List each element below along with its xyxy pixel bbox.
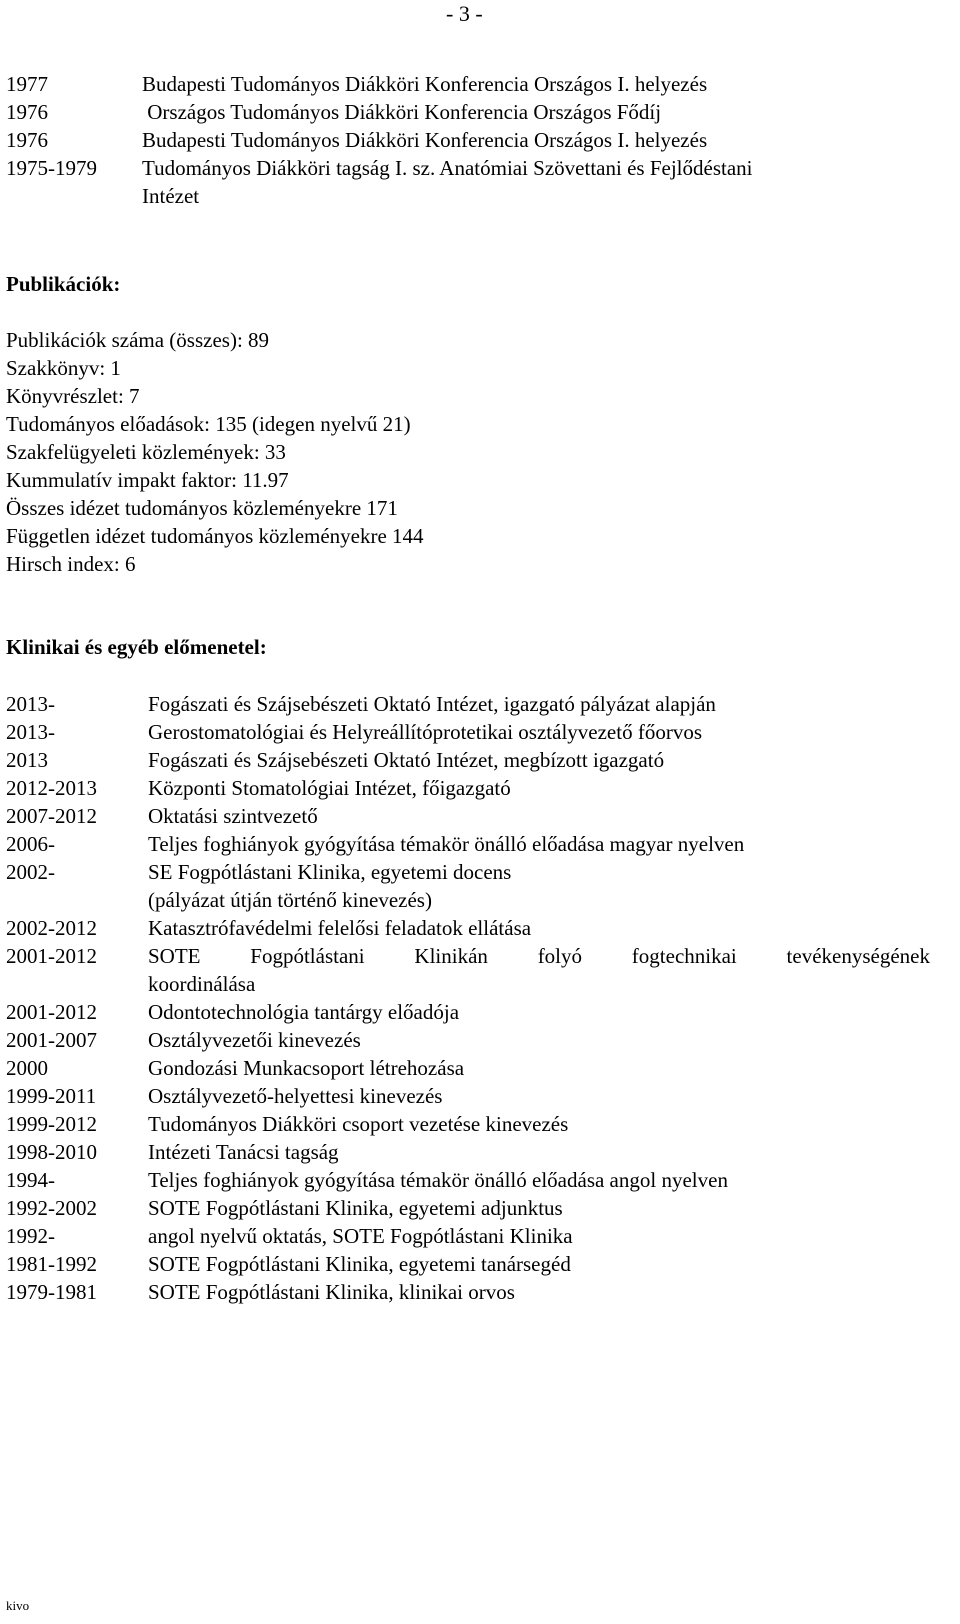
career-row	[6, 690, 930, 718]
career-text: Teljes foghiányok gyógyítása témakör önálló előadása magyar nyelven	[148, 832, 745, 856]
footer-note: kivo	[6, 1598, 30, 1613]
career-row	[6, 718, 930, 746]
career-continuation-row	[6, 886, 930, 914]
career-text: koordinálása	[148, 972, 256, 996]
career-row	[6, 1194, 930, 1222]
career-year: 1998-2010	[6, 1140, 97, 1164]
career-text: SOTE Fogpótlástani Klinika, egyetemi tanársegéd	[148, 1252, 571, 1276]
career-text: Központi Stomatológiai Intézet, főigazgató	[148, 776, 511, 800]
career-row	[6, 1166, 930, 1194]
publication-stat: Hirsch index: 6	[6, 552, 136, 576]
career-text: Osztályvezetői kinevezés	[148, 1028, 361, 1052]
award-row	[6, 154, 930, 182]
career-year: 2001-2012	[6, 944, 97, 968]
career-year: 2007-2012	[6, 804, 97, 828]
page-number: - 3 -	[446, 1, 483, 26]
career-text: angol nyelvű oktatás, SOTE Fogpótlástani Klinika	[148, 1224, 573, 1248]
career-row	[6, 830, 930, 858]
career-text: SOTE Fogpótlástani Klinikán folyó fogtechnikai tevékenységének	[148, 944, 930, 968]
award-row	[6, 98, 930, 126]
career-text: Intézeti Tanácsi tagság	[148, 1140, 339, 1164]
career-text: Gondozási Munkacsoport létrehozása	[148, 1056, 465, 1080]
publication-stat: Szakfelügyeleti közlemények: 33	[6, 440, 286, 464]
career-year: 2013	[6, 748, 48, 772]
career-year: 1981-1992	[6, 1252, 97, 1276]
award-text: Országos Tudományos Diákköri Konferencia Országos Fődíj	[142, 100, 662, 124]
publication-stat: Kummulatív impakt faktor: 11.97	[6, 468, 289, 492]
career-year: 2013-	[6, 720, 55, 744]
career-text: Katasztrófavédelmi felelősi feladatok ellátása	[148, 916, 532, 940]
publication-stat: Tudományos előadások: 135 (idegen nyelvű 21)	[6, 412, 411, 436]
career-row	[6, 746, 930, 774]
career-row	[6, 1250, 930, 1278]
career-text: Tudományos Diákköri csoport vezetése kinevezés	[148, 1112, 569, 1136]
career-year: 2001-2012	[6, 1000, 97, 1024]
career-year: 2013-	[6, 692, 55, 716]
career-text: Fogászati és Szájsebészeti Oktató Intézet, igazgató pályázat alapján	[148, 692, 716, 716]
career-year	[6, 886, 148, 914]
publication-stat: Független idézet tudományos közleményekre 144	[6, 524, 424, 548]
publication-stat: Összes idézet tudományos közleményekre 171	[6, 496, 398, 520]
award-row	[6, 70, 930, 98]
award-continuation-row	[6, 182, 930, 210]
award-text: Budapesti Tudományos Diákköri Konferencia Országos I. helyezés	[142, 128, 708, 152]
career-row	[6, 1138, 930, 1166]
career-year	[6, 970, 148, 998]
award-year: 1976	[6, 100, 48, 124]
career-text: Teljes foghiányok gyógyítása témakör önálló előadása angol nyelven	[148, 1168, 728, 1192]
career-text: Fogászati és Szájsebészeti Oktató Intézet, megbízott igazgató	[148, 748, 665, 772]
career-year: 2006-	[6, 832, 55, 856]
career-year: 2012-2013	[6, 776, 97, 800]
publication-stat: Publikációk száma (összes): 89	[6, 328, 270, 352]
career-row	[6, 914, 930, 942]
career-text: SOTE Fogpótlástani Klinika, egyetemi adjunktus	[148, 1196, 563, 1220]
career-row	[6, 998, 930, 1026]
award-text: Tudományos Diákköri tagság I. sz. Anatómiai Szövettani és Fejlődéstani	[142, 156, 753, 180]
award-year	[6, 182, 142, 210]
award-row	[6, 126, 930, 154]
career-text: Gerostomatológiai és Helyreállítóprotetikai osztályvezető főorvos	[148, 720, 702, 744]
career-row	[6, 1278, 930, 1306]
award-text: Budapesti Tudományos Diákköri Konferencia Országos I. helyezés	[142, 72, 708, 96]
career-row	[6, 1026, 930, 1054]
career-text: Oktatási szintvezető	[148, 804, 318, 828]
career-year: 1994-	[6, 1168, 55, 1192]
career-year: 1979-1981	[6, 1280, 97, 1304]
career-year: 2001-2007	[6, 1028, 97, 1052]
career-row	[6, 802, 930, 830]
awards-list	[6, 70, 930, 210]
career-text: SE Fogpótlástani Klinika, egyetemi docens	[148, 860, 512, 884]
career-year: 1999-2012	[6, 1112, 97, 1136]
career-year: 2000	[6, 1056, 48, 1080]
career-row	[6, 858, 930, 886]
publications-heading: Publikációk:	[6, 272, 121, 296]
career-row	[6, 1082, 930, 1110]
career-year: 1992-2002	[6, 1196, 97, 1220]
career-year: 2002-	[6, 860, 55, 884]
career-row	[6, 774, 930, 802]
award-year: 1976	[6, 128, 48, 152]
award-continuation-text: Intézet	[142, 184, 200, 208]
career-row	[6, 1222, 930, 1250]
award-year: 1977	[6, 72, 48, 96]
career-year: 2002-2012	[6, 916, 97, 940]
publications-list	[6, 326, 930, 578]
career-heading: Klinikai és egyéb előmenetel:	[6, 635, 267, 659]
career-row	[6, 942, 930, 970]
career-row	[6, 1054, 930, 1082]
career-text: Odontotechnológia tantárgy előadója	[148, 1000, 460, 1024]
career-text: (pályázat útján történő kinevezés)	[148, 888, 432, 912]
career-year: 1992-	[6, 1224, 55, 1248]
publication-stat: Szakkönyv: 1	[6, 356, 121, 380]
award-year: 1975-1979	[6, 156, 97, 180]
career-text: SOTE Fogpótlástani Klinika, klinikai orvos	[148, 1280, 515, 1304]
publication-stat: Könyvrészlet: 7	[6, 384, 140, 408]
career-year: 1999-2011	[6, 1084, 97, 1108]
career-list	[6, 690, 930, 1306]
career-continuation-row	[6, 970, 930, 998]
career-row	[6, 1110, 930, 1138]
career-text: Osztályvezető-helyettesi kinevezés	[148, 1084, 443, 1108]
